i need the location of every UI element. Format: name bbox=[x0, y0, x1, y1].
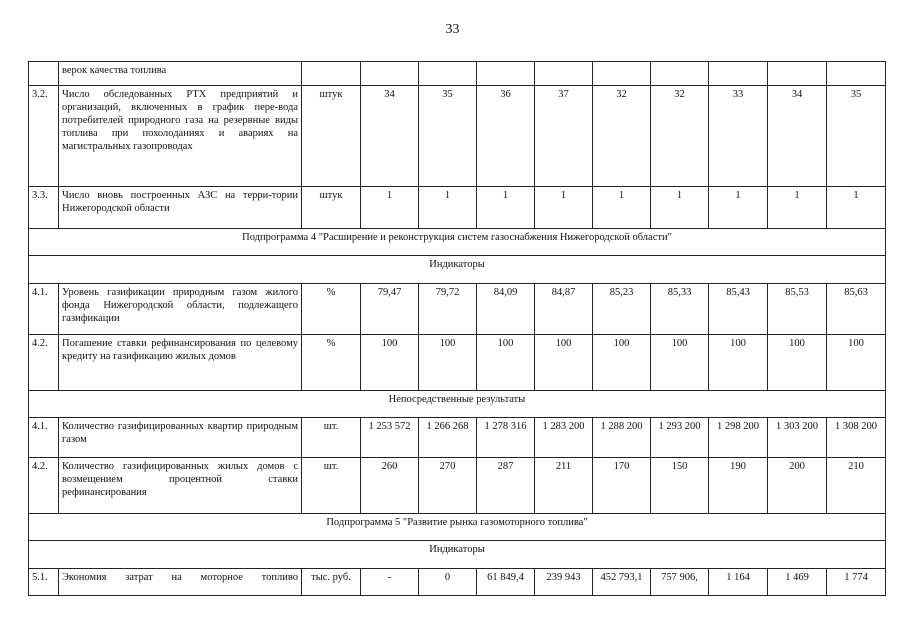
row-number bbox=[29, 62, 59, 86]
table-row bbox=[29, 335, 886, 391]
row-value: 79,72 bbox=[419, 284, 477, 335]
row-value: 1 bbox=[593, 187, 651, 229]
row-value: 84,09 bbox=[477, 284, 535, 335]
row-value: 1 bbox=[709, 187, 768, 229]
row-value: 37 bbox=[535, 86, 593, 187]
row-description: Число обследованных РТХ предприятий и организаций, включенных в график пере-вода потребителей природного газа на резервные виды топлива при похолоданиях и авариях на магистральных газопроводах bbox=[59, 86, 302, 187]
table-row bbox=[29, 418, 886, 458]
row-value: 1 bbox=[827, 187, 886, 229]
row-description: Уровень газификации природным газом жилого фонда Нижегородской области, подлежащего газификации bbox=[59, 284, 302, 335]
row-value: 61 849,4 bbox=[477, 569, 535, 596]
row-value bbox=[477, 62, 535, 86]
row-unit: шт. bbox=[302, 458, 361, 514]
row-value: 33 bbox=[709, 86, 768, 187]
row-value: 200 bbox=[768, 458, 827, 514]
row-value: 170 bbox=[593, 458, 651, 514]
row-value: 100 bbox=[477, 335, 535, 391]
table-row bbox=[29, 284, 886, 335]
row-value: 35 bbox=[419, 86, 477, 187]
row-value: 32 bbox=[651, 86, 709, 187]
row-value: 85,53 bbox=[768, 284, 827, 335]
row-value: 1 266 268 bbox=[419, 418, 477, 458]
row-value: 85,43 bbox=[709, 284, 768, 335]
row-value: 100 bbox=[361, 335, 419, 391]
row-value: 210 bbox=[827, 458, 886, 514]
row-value: 85,23 bbox=[593, 284, 651, 335]
row-value bbox=[419, 62, 477, 86]
row-description: Количество газифицированных жилых домов с возмещением процентной ставки рефинансирования bbox=[59, 458, 302, 514]
section-title: Подпрограмма 4 "Расширение и реконструкция систем газоснабжения Нижегородской области" bbox=[29, 229, 886, 256]
row-value: 100 bbox=[709, 335, 768, 391]
row-value: 757 906, bbox=[651, 569, 709, 596]
row-value: 100 bbox=[651, 335, 709, 391]
row-value bbox=[651, 62, 709, 86]
row-value: 100 bbox=[768, 335, 827, 391]
section-row bbox=[29, 256, 886, 284]
row-number: 4.1. bbox=[29, 418, 59, 458]
row-value: 211 bbox=[535, 458, 593, 514]
row-value: 1 253 572 bbox=[361, 418, 419, 458]
row-value: 1 bbox=[419, 187, 477, 229]
row-value: 1 278 316 bbox=[477, 418, 535, 458]
row-value: 239 943 bbox=[535, 569, 593, 596]
row-unit: шт. bbox=[302, 418, 361, 458]
section-row bbox=[29, 391, 886, 418]
row-value: - bbox=[361, 569, 419, 596]
row-description: Погашение ставки рефинансирования по целевому кредиту на газификацию жилых домов bbox=[59, 335, 302, 391]
row-value: 270 bbox=[419, 458, 477, 514]
row-value bbox=[535, 62, 593, 86]
row-unit: % bbox=[302, 335, 361, 391]
table-row bbox=[29, 458, 886, 514]
row-unit: % bbox=[302, 284, 361, 335]
row-value bbox=[593, 62, 651, 86]
row-description: Количество газифицированных квартир природным газом bbox=[59, 418, 302, 458]
row-value: 1 164 bbox=[709, 569, 768, 596]
row-number: 4.2. bbox=[29, 335, 59, 391]
row-value: 1 774 bbox=[827, 569, 886, 596]
row-value: 85,33 bbox=[651, 284, 709, 335]
row-value: 1 bbox=[477, 187, 535, 229]
row-value: 36 bbox=[477, 86, 535, 187]
row-value bbox=[709, 62, 768, 86]
section-row bbox=[29, 514, 886, 541]
row-value: 1 bbox=[535, 187, 593, 229]
section-title: Индикаторы bbox=[29, 541, 886, 569]
section-title: Подпрограмма 5 "Развитие рынка газомоторного топлива" bbox=[29, 514, 886, 541]
row-value: 1 303 200 bbox=[768, 418, 827, 458]
row-value: 1 bbox=[768, 187, 827, 229]
row-value: 100 bbox=[419, 335, 477, 391]
table-row bbox=[29, 62, 886, 86]
row-number: 4.2. bbox=[29, 458, 59, 514]
row-number: 3.3. bbox=[29, 187, 59, 229]
row-number: 5.1. bbox=[29, 569, 59, 596]
row-value: 84,87 bbox=[535, 284, 593, 335]
row-value bbox=[827, 62, 886, 86]
row-unit: штук bbox=[302, 187, 361, 229]
page-number: 33 bbox=[445, 22, 460, 37]
indicators-table bbox=[28, 61, 886, 596]
row-unit: штук bbox=[302, 86, 361, 187]
row-value: 287 bbox=[477, 458, 535, 514]
section-title: Непосредственные результаты bbox=[29, 391, 886, 418]
section-row bbox=[29, 229, 886, 256]
row-unit bbox=[302, 62, 361, 86]
row-value: 1 283 200 bbox=[535, 418, 593, 458]
row-description: Число вновь построенных АЗС на терри-тории Нижегородской области bbox=[59, 187, 302, 229]
row-value: 1 bbox=[361, 187, 419, 229]
row-value: 79,47 bbox=[361, 284, 419, 335]
row-value: 1 298 200 bbox=[709, 418, 768, 458]
row-value bbox=[768, 62, 827, 86]
row-description: верок качества топлива bbox=[59, 62, 302, 86]
row-value: 85,63 bbox=[827, 284, 886, 335]
row-value: 1 293 200 bbox=[651, 418, 709, 458]
row-number: 3.2. bbox=[29, 86, 59, 187]
row-value: 260 bbox=[361, 458, 419, 514]
row-value: 190 bbox=[709, 458, 768, 514]
row-value bbox=[361, 62, 419, 86]
row-value: 1 bbox=[651, 187, 709, 229]
row-value: 0 bbox=[419, 569, 477, 596]
row-value: 34 bbox=[768, 86, 827, 187]
row-value: 452 793,1 bbox=[593, 569, 651, 596]
row-value: 32 bbox=[593, 86, 651, 187]
row-value: 1 288 200 bbox=[593, 418, 651, 458]
row-value: 1 469 bbox=[768, 569, 827, 596]
section-title: Индикаторы bbox=[29, 256, 886, 284]
row-value: 35 bbox=[827, 86, 886, 187]
row-value: 100 bbox=[535, 335, 593, 391]
row-description: Экономия затрат на моторное топливо bbox=[59, 569, 302, 596]
row-value: 100 bbox=[593, 335, 651, 391]
row-value: 100 bbox=[827, 335, 886, 391]
section-row bbox=[29, 541, 886, 569]
table-row bbox=[29, 187, 886, 229]
row-number: 4.1. bbox=[29, 284, 59, 335]
row-value: 1 308 200 bbox=[827, 418, 886, 458]
table-row bbox=[29, 569, 886, 596]
row-value: 150 bbox=[651, 458, 709, 514]
row-value: 34 bbox=[361, 86, 419, 187]
table-row bbox=[29, 86, 886, 187]
row-unit: тыс. руб. bbox=[302, 569, 361, 596]
